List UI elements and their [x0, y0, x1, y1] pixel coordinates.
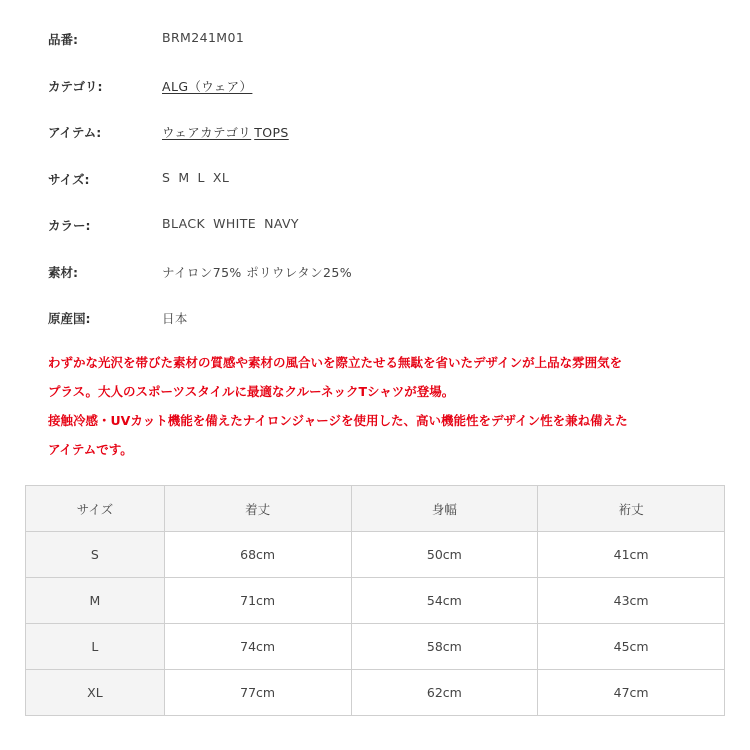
size-option: L: [197, 169, 205, 185]
length-cell: 71cm: [164, 578, 351, 624]
product-code-value: BRM241M01: [162, 30, 245, 45]
width-cell: 54cm: [351, 578, 538, 624]
size-option: M: [178, 169, 190, 185]
spec-label: アイテム:: [48, 125, 102, 140]
color-option: NAVY: [264, 216, 299, 231]
description-line: プラス。大人のスポーツスタイルに最適なクルーネックTシャツが登場。: [48, 384, 455, 399]
wear-category-link[interactable]: ウェアカテゴリ: [162, 125, 252, 140]
category-link[interactable]: ALG（ウェア）: [162, 78, 253, 94]
header-size: サイズ: [26, 486, 165, 532]
width-cell: 62cm: [351, 670, 538, 716]
spec-label: カテゴリ:: [48, 78, 103, 94]
product-description: [48, 348, 728, 464]
sleeve-cell: 47cm: [538, 670, 725, 716]
table-row: [26, 624, 725, 670]
spec-label: 原産国:: [48, 311, 91, 326]
size-cell: XL: [26, 670, 165, 716]
description-line: 接触冷感・UVカット機能を備えたナイロンジャージを使用した、高い機能性をデザイン性を兼ね備えた: [48, 413, 628, 428]
description-line: アイテムです。: [48, 442, 133, 457]
material-value: ナイロン75% ポリウレタン25%: [162, 264, 352, 280]
header-sleeve: 裄丈: [538, 486, 725, 532]
table-row: [26, 578, 725, 624]
table-row: [26, 532, 725, 578]
size-table: [25, 485, 725, 716]
width-cell: 50cm: [351, 532, 538, 578]
spec-label: カラー:: [48, 218, 91, 233]
size-cell: M: [26, 578, 165, 624]
spec-label: 素材:: [48, 264, 78, 280]
size-cell: L: [26, 624, 165, 670]
size-values: [162, 170, 229, 185]
spec-label: サイズ:: [48, 171, 90, 187]
spec-row-material: [48, 255, 708, 302]
size-cell: S: [26, 532, 165, 578]
spec-row-size: [48, 162, 708, 209]
header-width: 身幅: [351, 486, 538, 532]
spec-label: 品番:: [48, 32, 78, 47]
spec-row-category: [48, 69, 708, 116]
length-cell: 74cm: [164, 624, 351, 670]
tops-link[interactable]: TOPS: [254, 125, 289, 140]
color-option: WHITE: [213, 216, 257, 231]
origin-value: 日本: [162, 311, 188, 326]
color-option: BLACK: [162, 216, 206, 231]
sleeve-cell: 41cm: [538, 532, 725, 578]
product-spec-list: [48, 22, 708, 348]
length-cell: 68cm: [164, 532, 351, 578]
size-table-header-row: [26, 486, 725, 532]
width-cell: 58cm: [351, 624, 538, 670]
size-option: XL: [212, 169, 230, 185]
description-line: わずかな光沢を帯びた素材の質感や素材の風合いを際立たせる無駄を省いたデザインが上品な雰囲気を: [48, 355, 623, 370]
spec-row-origin: [48, 301, 708, 348]
sleeve-cell: 43cm: [538, 578, 725, 624]
size-option: S: [162, 169, 171, 185]
header-length: 着丈: [164, 486, 351, 532]
spec-row-product-code: [48, 22, 708, 69]
spec-row-item: [48, 115, 708, 162]
color-values: [162, 216, 299, 231]
table-row: [26, 670, 725, 716]
length-cell: 77cm: [164, 670, 351, 716]
spec-row-color: [48, 208, 708, 255]
sleeve-cell: 45cm: [538, 624, 725, 670]
